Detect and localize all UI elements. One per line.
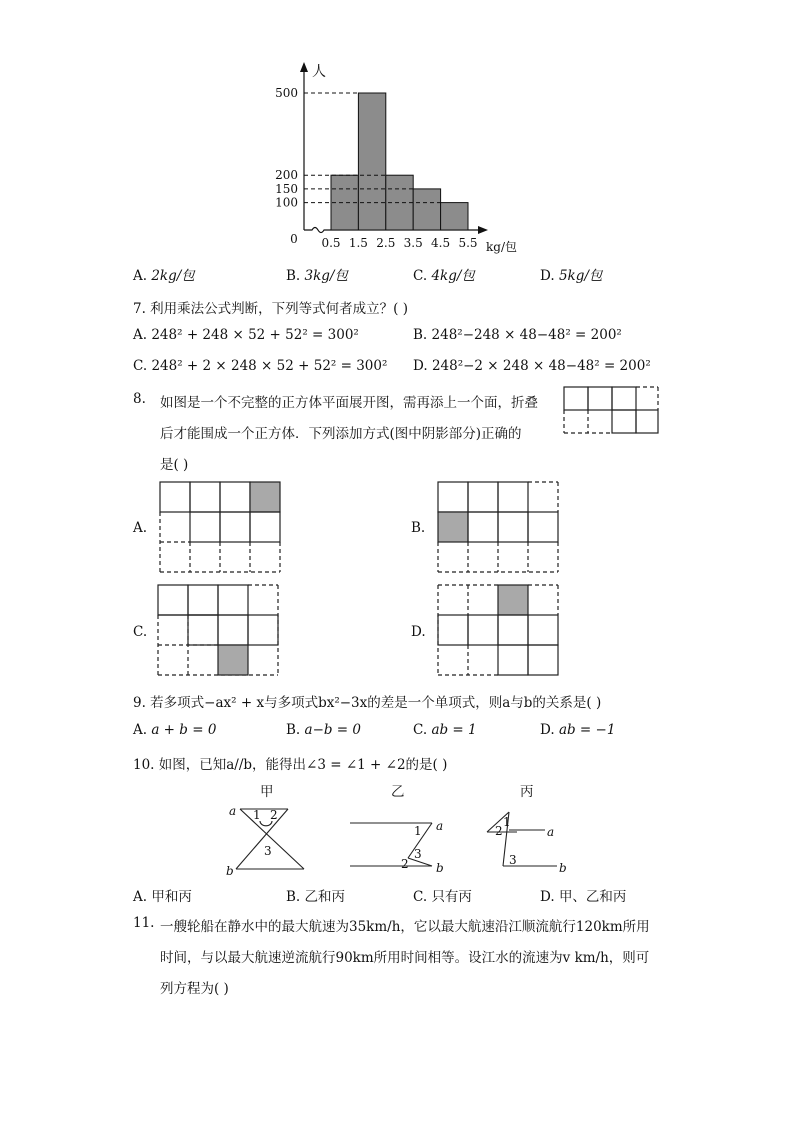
q10-label-yi: 乙 [391,784,405,800]
x-tick-label: 4.5 [431,236,451,250]
q6-option-d: D. 5kg/包 [540,268,603,284]
q10-figure-jia [226,804,308,878]
x-tick-label: 2.5 [376,236,396,250]
y-axis-arrow-icon [300,62,308,72]
q7-option-a: A. 248² + 248 × 52 + 52² = 300² [133,327,359,343]
q9-stem: 9. 若多项式−ax² + x与多项式bx²−3x的差是一个单项式，则a与b的关系是( ) [133,695,602,711]
histogram-bar [441,203,468,230]
q6-option-c: C. 4kg/包 [413,268,475,284]
q10-label-jia: 甲 [260,784,274,800]
q8-stem-line3: 是( ) [160,457,189,473]
svg-text:a: a [547,825,555,839]
q6-option-a: A. 2kg/包 [133,268,195,284]
q8-option-d-label: D. [411,624,426,640]
q9-option-c: C. ab = 1 [413,722,477,738]
q8-number: 8. [133,391,146,407]
q9-option-b: B. a−b = 0 [286,722,362,738]
svg-text:a: a [229,804,237,818]
svg-text:b: b [559,861,567,875]
histogram-chart [0,0,794,270]
q8-reference-net [562,385,662,437]
x-tick-label: 0.5 [321,236,341,250]
svg-text:3: 3 [509,853,517,867]
q8-stem-line2: 后才能围成一个正方体．下列添加方式(图中阴影部分)正确的 [160,426,522,442]
histogram-bar [358,93,385,230]
svg-text:1: 1 [503,815,511,829]
q11-stem-line3: 列方程为( ) [160,981,229,997]
y-tick-label: 500 [275,86,298,100]
q8-option-b-label: B. [411,520,426,536]
y-tick-label: 150 [275,181,298,196]
svg-text:3: 3 [414,847,422,861]
x-tick-label: 5.5 [458,236,478,250]
q8-stem-line1: 如图是一个不完整的正方体平面展开图，需再添上一个面，折叠 [160,395,538,411]
q11-number: 11. [133,915,155,931]
q10-stem: 10. 如图，已知a//b，能得出∠3 = ∠1 + ∠2的是( ) [133,757,448,773]
q10-option-b: B. 乙和丙 [286,889,346,905]
origin-label: 0 [290,232,298,246]
svg-text:2: 2 [401,857,409,871]
svg-text:3: 3 [264,844,272,858]
q10-option-d: D. 甲、乙和丙 [540,889,627,905]
q6-option-b: B. 3kg/包 [286,268,348,284]
q10-label-bing: 丙 [520,784,534,800]
y-tick-label: 100 [275,195,298,210]
q8-grid-b [436,480,562,576]
x-tick-label: 3.5 [403,236,423,250]
q10-option-a: A. 甲和丙 [133,889,192,905]
svg-text:b: b [226,864,234,878]
x-tick-label: 1.5 [348,236,368,250]
q7-option-c: C. 248² + 2 × 248 × 52 + 52² = 300² [133,358,388,374]
q8-option-a-label: A. [133,520,148,536]
y-tick-label: 200 [275,168,298,183]
svg-text:2: 2 [495,824,503,838]
x-axis-arrow-icon [478,226,488,234]
q9-option-d: D. ab = −1 [540,722,616,738]
q10-figure-yi [346,818,456,878]
q7-option-d: D. 248²−2 × 248 × 48−48² = 200² [413,358,651,374]
q10-option-c: C. 只有丙 [413,889,472,905]
svg-text:a: a [436,819,444,833]
q7-option-b: B. 248²−248 × 48−48² = 200² [413,327,622,343]
q10-figure-bing [483,808,583,878]
histogram-bar [413,189,440,230]
q8-grid-c [156,583,282,679]
svg-text:1: 1 [414,824,422,838]
svg-text:b: b [436,861,444,875]
x-axis-label: kg/包 [486,240,517,254]
q8-grid-d [436,583,562,679]
y-axis-label: 人 [312,64,326,80]
q8-grid-a [158,480,284,576]
q9-option-a: A. a + b = 0 [133,722,217,738]
q8-option-c-label: C. [133,624,148,640]
q11-stem-line1: 一艘轮船在静水中的最大航速为35km/h，它以最大航速沿江顺流航行120km所用 [160,919,650,935]
svg-text:1: 1 [253,808,261,822]
q11-stem-line2: 时间，与以最大航速逆流航行90km所用时间相等。设江水的流速为v km/h，则可 [160,950,650,966]
q7-stem: 7. 利用乘法公式判断，下列等式何者成立？( ) [133,301,408,317]
svg-text:2: 2 [270,808,278,822]
